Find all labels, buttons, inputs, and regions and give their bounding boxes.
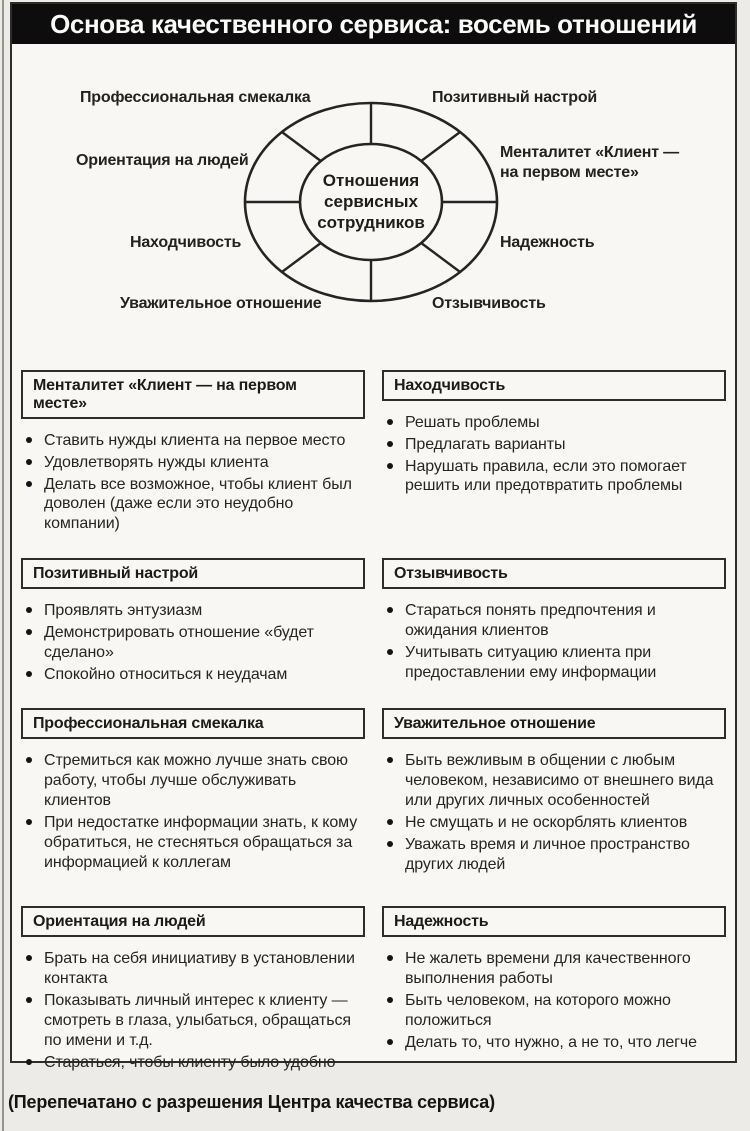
bullet-icon (387, 649, 393, 655)
bullet-text: Спокойно относиться к неудачам (44, 665, 288, 683)
bullet-text: Не смущать и не оскорблять клиентов (405, 813, 688, 831)
bullet-text: Решать проблемы (405, 414, 540, 431)
section-client-first-mentality (21, 370, 365, 536)
bullet-list (382, 949, 726, 1052)
bullet-text: Не жалеть времени для качественного выполнения работы (405, 950, 691, 988)
bullet-text: Делать все возможное, чтобы клиент был доволен (даже если это неудобно компании) (44, 475, 352, 533)
page-title: Основа качественного сервиса: восемь отношений (12, 4, 735, 44)
bullet-item (21, 1053, 365, 1073)
bullet-item (21, 751, 365, 810)
bullet-text: Стремиться как можно лучше знать свою работу, чтобы лучше обслуживать клиентов (44, 752, 348, 810)
bullet-item (21, 991, 365, 1050)
section-title: Находчивость (382, 370, 726, 401)
wheel-spoke-top-right (421, 132, 460, 161)
bullet-text: Брать на себя инициативу в установлении контакта (44, 950, 355, 988)
bullet-icon (387, 757, 393, 763)
bullet-item (382, 413, 726, 433)
bullet-text: Уважать время и личное пространство других людей (405, 835, 690, 873)
wheel-label-reliability: Надежность (500, 234, 595, 251)
bullet-item (382, 991, 726, 1031)
bullet-list (21, 949, 365, 1072)
bullet-item (21, 949, 365, 989)
bullet-text: Показывать личный интерес к клиенту — смотреть в глаза, улыбаться, обращаться по имени и т.д. (44, 992, 351, 1049)
bullet-icon (387, 841, 393, 847)
bullet-item (21, 453, 365, 473)
scan-edge-artifact (2, 0, 4, 1131)
bullet-text: Учитывать ситуацию клиента при предоставлении ему информации (405, 643, 657, 681)
wheel-label-client-first: Менталитет «Клиент — на первом месте» (500, 144, 679, 181)
section-professional-savvy (21, 708, 365, 884)
bullet-icon (387, 819, 393, 825)
wheel-label-responsiveness: Отзывчивость (432, 295, 546, 312)
bullet-list (21, 751, 365, 872)
bullet-icon (26, 955, 32, 961)
bullet-icon (26, 437, 32, 443)
bullet-item (21, 665, 365, 685)
wheel-label-resourcefulness: Находчивость (130, 234, 242, 251)
bullet-icon (26, 481, 32, 487)
bullet-list (21, 601, 365, 684)
wheel-spoke-bottom-left (282, 243, 321, 272)
bullet-item (21, 475, 365, 534)
bullet-item (21, 431, 365, 451)
bullet-icon (26, 629, 32, 635)
sections-grid (12, 366, 735, 1074)
wheel-center-label: Отношения сервисных сотрудников (317, 171, 425, 232)
bullet-list (382, 751, 726, 874)
bullet-text: Стараться понять предпочтения и ожидания клиентов (405, 602, 656, 639)
bullet-text: Делать то, что нужно, а не то, что легче (405, 1033, 697, 1051)
bullet-icon (387, 419, 393, 425)
bullet-icon (26, 1059, 32, 1065)
bullet-item (382, 835, 726, 875)
wheel-label-professional-savvy: Профессиональная смекалка (80, 89, 311, 106)
section-title: Профессиональная смекалка (21, 708, 365, 739)
section-title: Менталитет «Клиент — на первом месте» (21, 370, 365, 419)
bullet-item (382, 1033, 726, 1053)
wheel-spoke-top-left (282, 132, 321, 161)
bullet-icon (26, 459, 32, 465)
section-title: Ориентация на людей (21, 906, 365, 937)
bullet-item (382, 813, 726, 833)
reprint-credit: (Перепечатано с разрешения Центра качества сервиса) (8, 1092, 495, 1112)
bullet-icon (26, 671, 32, 677)
bullet-text: Нарушать правила, если это помогает решить или предотвратить проблемы (405, 457, 687, 495)
bullet-text: Удовлетворять нужды клиента (44, 453, 269, 471)
wheel-label-people-orientation: Ориентация на людей (76, 152, 249, 169)
bullet-icon (387, 1039, 393, 1045)
bullet-icon (26, 997, 32, 1003)
bullet-icon (387, 955, 393, 961)
bullet-item (382, 643, 726, 683)
wheel-label-respectful-attitude: Уважительное отношение (120, 295, 322, 312)
section-respectful-attitude (382, 708, 726, 884)
bullet-icon (387, 607, 393, 613)
bullet-text: Быть человеком, на которого можно положиться (405, 992, 671, 1029)
section-title: Позитивный настрой (21, 558, 365, 589)
section-title: Уважительное отношение (382, 708, 726, 739)
bullet-item (21, 601, 365, 621)
wheel-label-positive-attitude: Позитивный настрой (432, 89, 598, 106)
document-frame (10, 2, 737, 1071)
bullet-item (382, 751, 726, 810)
bullet-text: Ставить нужды клиента на первое место (44, 432, 346, 449)
bullet-icon (26, 607, 32, 613)
bullet-item (21, 813, 365, 872)
bullet-text: Проявлять энтузиазм (44, 602, 203, 620)
bullet-item (21, 623, 365, 663)
bullet-icon (26, 819, 32, 825)
service-wheel-diagram (12, 44, 735, 366)
section-title: Отзывчивость (382, 558, 726, 589)
bullet-icon (387, 463, 393, 469)
section-responsiveness (382, 558, 726, 686)
section-positive-attitude (21, 558, 365, 686)
bullet-text: Демонстрировать отношение «будет сделано» (44, 623, 314, 661)
bullet-icon (387, 997, 393, 1003)
bullet-list (382, 413, 726, 496)
section-resourcefulness (382, 370, 726, 536)
section-reliability (382, 906, 726, 1074)
bullet-item (382, 457, 726, 497)
bullet-text: Быть вежливым в общении с любым человеком, независимо от внешнего вида или других личных особенностей (405, 752, 714, 810)
section-people-orientation (21, 906, 365, 1074)
bullet-text: Предлагать варианты (405, 435, 566, 453)
bullet-icon (26, 757, 32, 763)
bullet-item (382, 949, 726, 989)
bullet-text: Стараться, чтобы клиенту было удобно (44, 1053, 336, 1071)
bullet-list (21, 431, 365, 534)
section-title: Надежность (382, 906, 726, 937)
bullet-text: При недостатке информации знать, к кому обратиться, не стесняться обращаться за информацией к коллегам (44, 813, 358, 871)
wheel-spoke-bottom-right (421, 243, 460, 272)
bullet-item (382, 435, 726, 455)
bullet-list (382, 601, 726, 682)
bullet-item (382, 601, 726, 641)
bullet-icon (387, 441, 393, 447)
